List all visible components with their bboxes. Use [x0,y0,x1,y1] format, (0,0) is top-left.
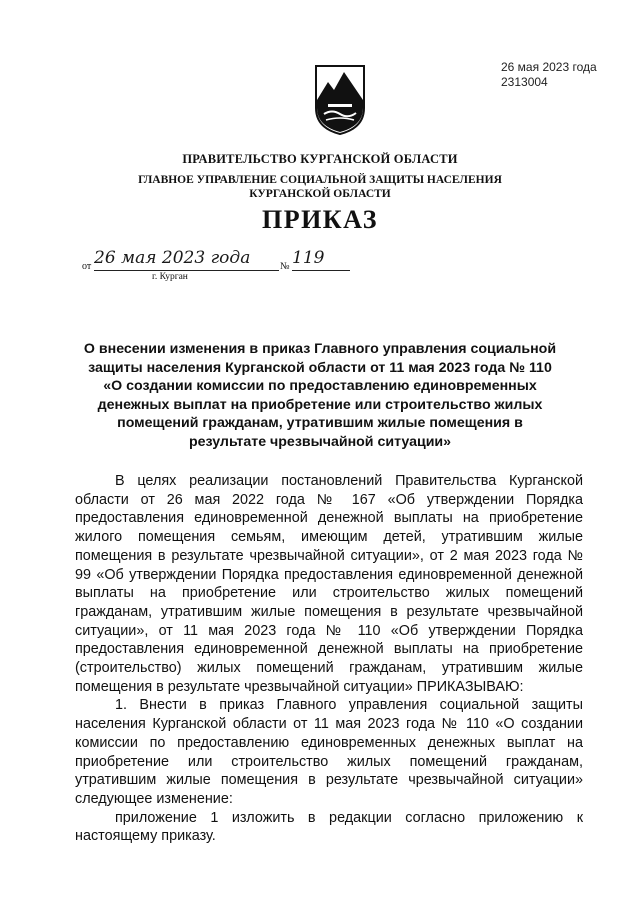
order-date-line [82,248,352,274]
body-paragraph-1: В целях реализации постановлений Правительства Курганской области от 26 мая 2022 года № 167 «Об утверждении Порядка предоставления единовременной денежной выплаты на приобретение жилого помещения семьям, имеющим детей, утратившим жилые помещения в результате чрезвычайной ситуации», от 2 мая 2023 года № 99 «Об утверждении Порядка предоставления единовременной денежной выплаты на приобретение или строительство жилых помещений гражданам, утратившим жилые помещения в результате чрезвычайной ситуации», от 11 мая 2023 года № 110 «Об утверждении Порядка предоставления единовременной денежной выплаты на приобретение (строительство) жилых помещений гражданам, утратившим жилые помещения в результате чрезвычайной ситуации» ПРИКАЗЫВАЮ: [75,473,583,695]
order-date-handwritten: 26 мая 2023 года [94,248,279,271]
from-label: от [82,261,92,272]
order-subject: О внесении изменения в приказ Главного управления социальной защиты населения Курганской области от 11 мая 2023 года № 110 «О создании комиссии по предоставлению единовременных денежных выплат на приобретение или строительство жилых помещений гражданам, утратившим жилые помещения в результате чрезвычайной ситуации» [83,341,557,450]
department-name [0,173,640,201]
number-label: № [280,261,290,272]
body-paragraph-3: приложение 1 изложить в редакции согласно приложению к настоящему приказу. [75,809,583,845]
order-body [75,472,583,846]
body-paragraph-2: 1. Внести в приказ Главного управления социальной защиты населения Курганской области от 11 мая 2023 года № 110 «О создании комиссии по предоставлению единовременных денежных выплат на приобретение или строительство жилых помещений гражданам, утратившим жилые помещения в результате чрезвычайной ситуации» следующее изменение: [75,697,583,807]
government-name: ПРАВИТЕЛЬСТВО КУРГАНСКОЙ ОБЛАСТИ [182,152,458,166]
department-line-1: ГЛАВНОЕ УПРАВЛЕНИЕ СОЦИАЛЬНОЙ ЗАЩИТЫ НАСЕЛЕНИЯ [138,174,502,186]
coat-of-arms-icon [314,64,366,136]
department-line-2: КУРГАНСКОЙ ОБЛАСТИ [249,188,391,200]
stamp-number: 2313004 [501,75,548,89]
stamp-date: 26 мая 2023 года [501,60,597,74]
city: г. Курган [152,272,188,282]
registration-stamp [501,60,597,90]
order-number-handwritten: 119 [292,248,350,271]
document-type: ПРИКАЗ [261,205,379,234]
